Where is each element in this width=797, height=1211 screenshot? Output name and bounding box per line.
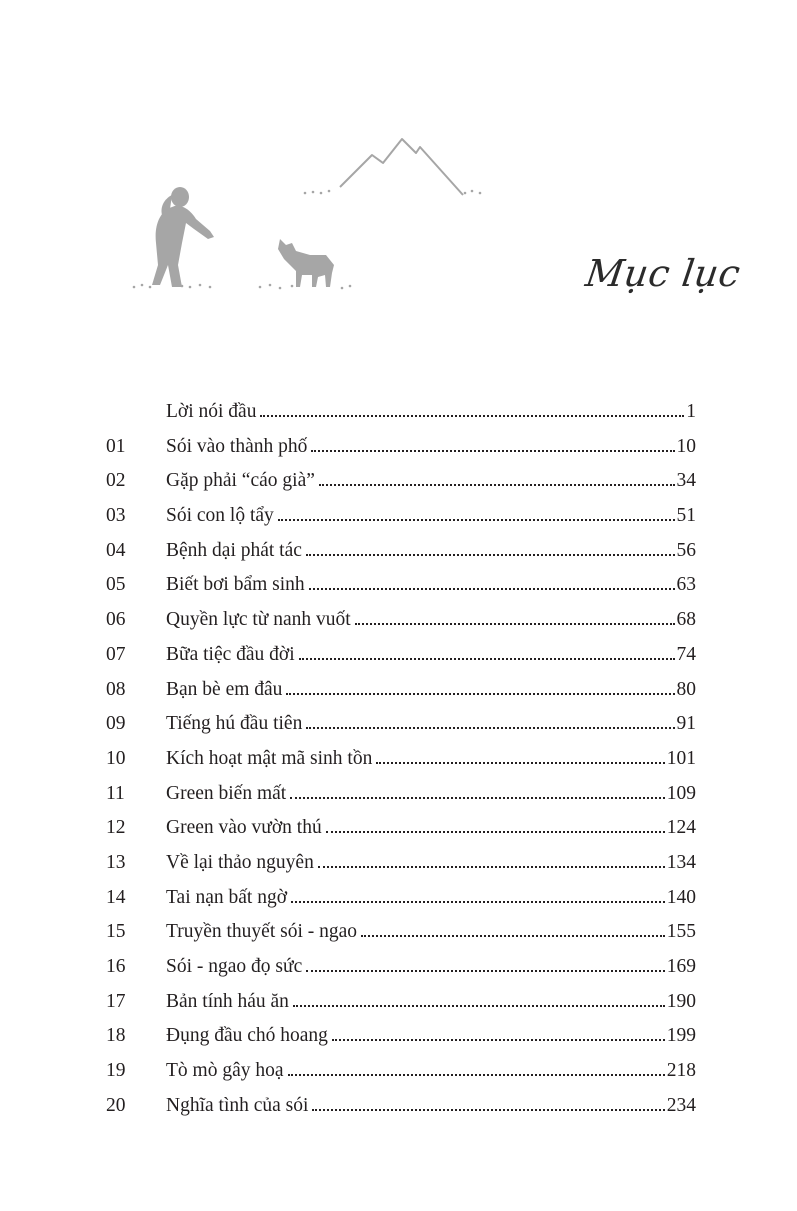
- chapter-title: Lời nói đầu: [166, 401, 257, 422]
- dot-leader: [290, 797, 665, 799]
- page-number: 68: [676, 609, 696, 631]
- page-number: 169: [666, 956, 696, 977]
- chapter-number: 12: [106, 817, 126, 839]
- page-number: 10: [676, 435, 696, 457]
- page-number: 1: [686, 401, 696, 422]
- page-number: 56: [676, 539, 696, 561]
- toc-entry: [106, 638, 696, 673]
- dot-leader: [286, 693, 674, 695]
- dot-leader: [318, 866, 665, 868]
- chapter-number: 07: [106, 643, 126, 665]
- dot-leader: [306, 554, 675, 556]
- wolf-pup-icon: [278, 239, 334, 287]
- toc-entry: [106, 742, 696, 777]
- page-number: 199: [666, 1025, 696, 1047]
- page-number: 140: [666, 886, 696, 908]
- toc-entry: [106, 568, 696, 603]
- chapter-number: 06: [106, 609, 126, 631]
- chapter-number: 11: [106, 782, 125, 804]
- chapter-number: 16: [106, 956, 126, 977]
- dot-leader: [288, 1074, 665, 1076]
- page-number: 155: [666, 921, 696, 943]
- dot-leader: [291, 901, 665, 903]
- toc-entry: [106, 603, 696, 638]
- dot-leader: [306, 970, 665, 972]
- chapter-number: 19: [106, 1060, 126, 1082]
- toc-entry: [106, 707, 696, 742]
- chapter-number: 01: [106, 435, 126, 457]
- page-number: 101: [666, 747, 696, 769]
- chapter-title: Tò mò gây hoạ: [166, 1060, 284, 1082]
- chapter-number: 04: [106, 539, 126, 561]
- dot-leader: [299, 658, 675, 660]
- toc-entry: [106, 846, 696, 881]
- toc-entry: [106, 499, 696, 534]
- chapter-number: 20: [106, 1094, 126, 1116]
- dot-leader: [312, 1109, 664, 1111]
- chapter-title: Sói vào thành phố: [166, 435, 308, 457]
- toc-entry: [106, 395, 696, 430]
- page-number: 190: [666, 990, 696, 1012]
- chapter-title: Bản tính háu ăn: [166, 990, 289, 1012]
- chapter-title: Kích hoạt mật mã sinh tồn: [166, 747, 373, 769]
- child-silhouette-icon: [152, 187, 214, 287]
- chapter-title: Đụng đầu chó hoang: [166, 1025, 328, 1047]
- toc-entry: [106, 950, 696, 985]
- chapter-title: Nghĩa tình của sói: [166, 1094, 309, 1116]
- page-number: 109: [666, 782, 696, 804]
- dot-leader: [376, 762, 664, 764]
- chapter-title: Green vào vườn thú: [166, 817, 322, 839]
- page-number: 80: [676, 678, 696, 700]
- toc-entry: [106, 1054, 696, 1089]
- chapter-title: Về lại thảo nguyên: [166, 851, 314, 873]
- chapter-title: Bữa tiệc đầu đời: [166, 643, 295, 665]
- table-of-contents: [106, 395, 696, 1123]
- chapter-title: Gặp phải “cáo già”: [166, 470, 315, 492]
- toc-entry: [106, 777, 696, 812]
- toc-entry: [106, 464, 696, 499]
- chapter-title: Tiếng hú đầu tiên: [166, 713, 303, 735]
- toc-entry: [106, 673, 696, 708]
- chapter-title: Bạn bè em đâu: [166, 678, 283, 700]
- chapter-illustration: [120, 125, 500, 305]
- chapter-number: 03: [106, 505, 126, 527]
- chapter-title: Biết bơi bẩm sinh: [166, 574, 305, 596]
- chapter-number: 10: [106, 747, 126, 769]
- toc-entry: [106, 811, 696, 846]
- dot-leader: [260, 415, 684, 417]
- page-number: 51: [676, 505, 696, 527]
- toc-entry: [106, 915, 696, 950]
- dot-leader: [319, 484, 675, 486]
- chapter-number: 15: [106, 921, 126, 943]
- chapter-number: 13: [106, 851, 126, 873]
- page-number: 63: [676, 574, 696, 596]
- page-title: Mục lục: [582, 252, 744, 295]
- chapter-number: 05: [106, 574, 126, 596]
- page-number: 134: [666, 851, 696, 873]
- toc-entry: [106, 430, 696, 465]
- dot-leader: [306, 727, 674, 729]
- mountain-icon: [340, 139, 463, 195]
- dot-leader: [361, 935, 665, 937]
- page-number: 74: [676, 643, 696, 665]
- chapter-title: Sói con lộ tẩy: [166, 505, 274, 527]
- page-number: 91: [676, 713, 696, 735]
- chapter-number: 09: [106, 713, 126, 735]
- chapter-number: 18: [106, 1025, 126, 1047]
- dot-leader: [293, 1005, 665, 1007]
- chapter-number: 17: [106, 990, 126, 1012]
- toc-entry: [106, 881, 696, 916]
- toc-entry: [106, 1019, 696, 1054]
- chapter-number: 02: [106, 470, 126, 492]
- chapter-title: Green biến mất: [166, 782, 287, 804]
- dot-leader: [355, 623, 675, 625]
- chapter-title: Tai nạn bất ngờ: [166, 886, 288, 908]
- dot-leader: [278, 519, 675, 521]
- dot-leader: [332, 1039, 665, 1041]
- chapter-title: Truyền thuyết sói - ngao: [166, 921, 358, 943]
- page-number: 218: [666, 1060, 696, 1082]
- dot-leader: [311, 450, 674, 452]
- chapter-title: Sói - ngao đọ sức: [166, 956, 303, 977]
- chapter-number: 14: [106, 886, 126, 908]
- toc-entry: [106, 985, 696, 1020]
- page-number: 124: [666, 817, 696, 839]
- chapter-title: Quyền lực từ nanh vuốt: [166, 609, 351, 631]
- dot-leader: [309, 588, 675, 590]
- chapter-number: 08: [106, 678, 126, 700]
- page-number: 234: [666, 1094, 696, 1116]
- toc-entry: [106, 1089, 696, 1124]
- page-number: 34: [676, 470, 696, 492]
- chapter-title: Bệnh dại phát tác: [166, 539, 302, 561]
- toc-entry: [106, 534, 696, 569]
- dot-leader: [326, 831, 665, 833]
